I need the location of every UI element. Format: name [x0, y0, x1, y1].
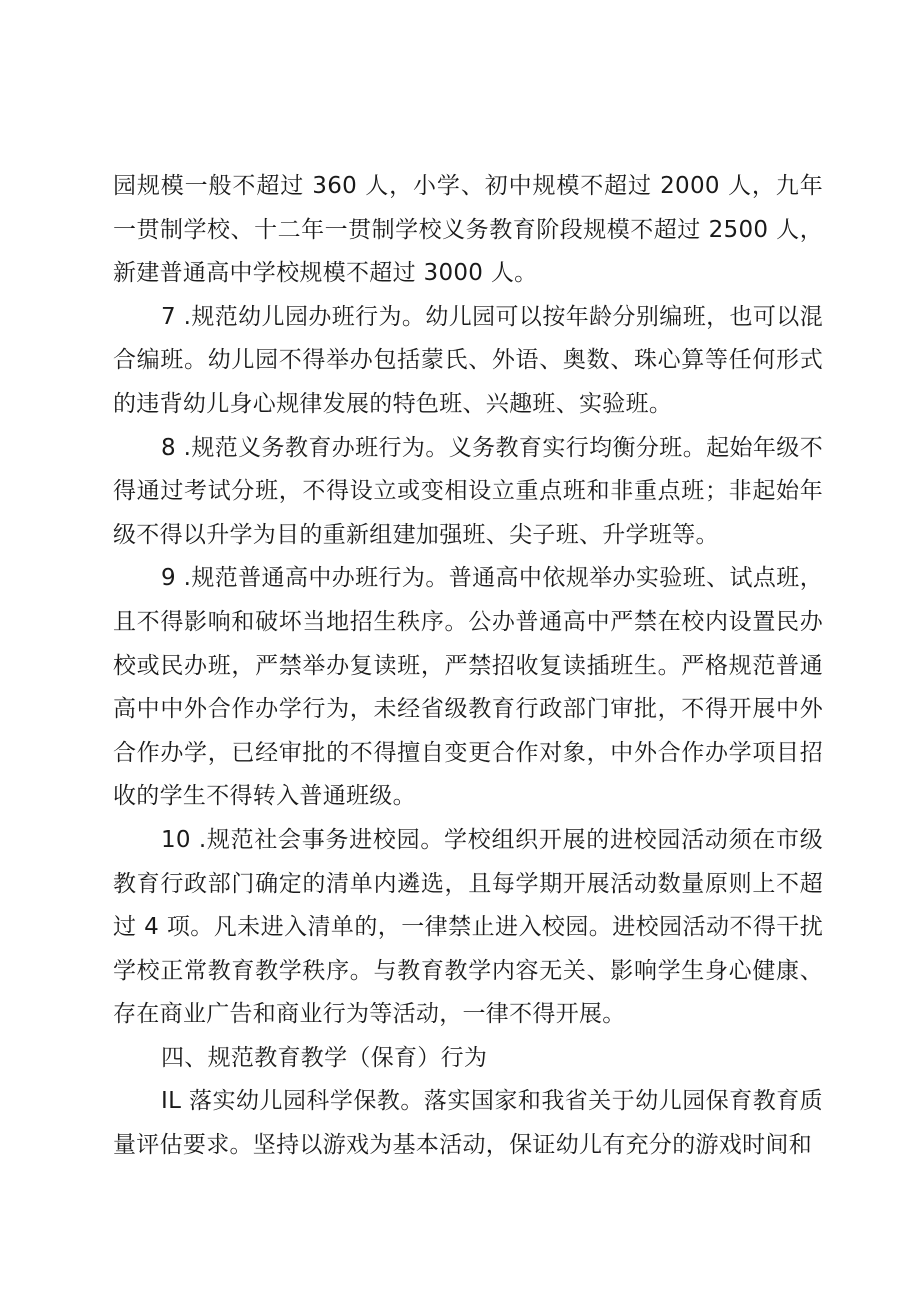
section-heading-4: 四、规范教育教学（保育）行为 — [161, 1044, 488, 1071]
paragraph-school-scale: 园规模一般不超过 360 人，小学、初中规模不超过 2000 人，九年一贯制学校、十二年一贯制学校义务教育阶段规模不超过 2500 人，新建普通高中学校规模不超过 3000 人。 — [113, 173, 823, 287]
paragraph-item-11: IL 落实幼儿园科学保教。落实国家和我省关于幼儿园保育教育质量评估要求。坚持以游戏为基本活动，保证幼儿有充分的游戏时间和 — [113, 1088, 823, 1159]
paragraph-item-9: 9 .规范普通高中办班行为。普通高中依规举办实验班、试点班，且不得影响和破坏当地招生秩序。公办普通高中严禁在校内设置民办校或民办班，严禁举办复读班，严禁招收复读插班生。严格规范普通高中中外合作办学行为，未经省级教育行政部门审批，不得开展中外合作办学，已经审批的不得擅自变更合作对象，中外合作办学项目招收的学生不得转入普通班级。 — [113, 565, 823, 810]
paragraph-item-7: 7 .规范幼儿园办班行为。幼儿园可以按年龄分别编班，也可以混合编班。幼儿园不得举办包括蒙氏、外语、奥数、珠心算等任何形式的违背幼儿身心规律发展的特色班、兴趣班、实验班。 — [113, 303, 823, 417]
paragraph-item-10: 10 .规范社会事务进校园。学校组织开展的进校园活动须在市级教育行政部门确定的清单内遴选，且每学期开展活动数量原则上不超过 4 项。凡未进入清单的，一律禁止进入校园。进校园活动不得干扰学校正常教育教学秩序。与教育教学内容无关、影响学生身心健康、存在商业广告和商业行为等活动，一律不得开展。 — [113, 826, 823, 1028]
paragraph-item-8: 8 .规范义务教育办班行为。义务教育实行均衡分班。起始年级不得通过考试分班，不得设立或变相设立重点班和非重点班；非起始年级不得以升学为目的重新组建加强班、尖子班、升学班等。 — [113, 434, 823, 548]
document-body — [113, 165, 823, 1168]
